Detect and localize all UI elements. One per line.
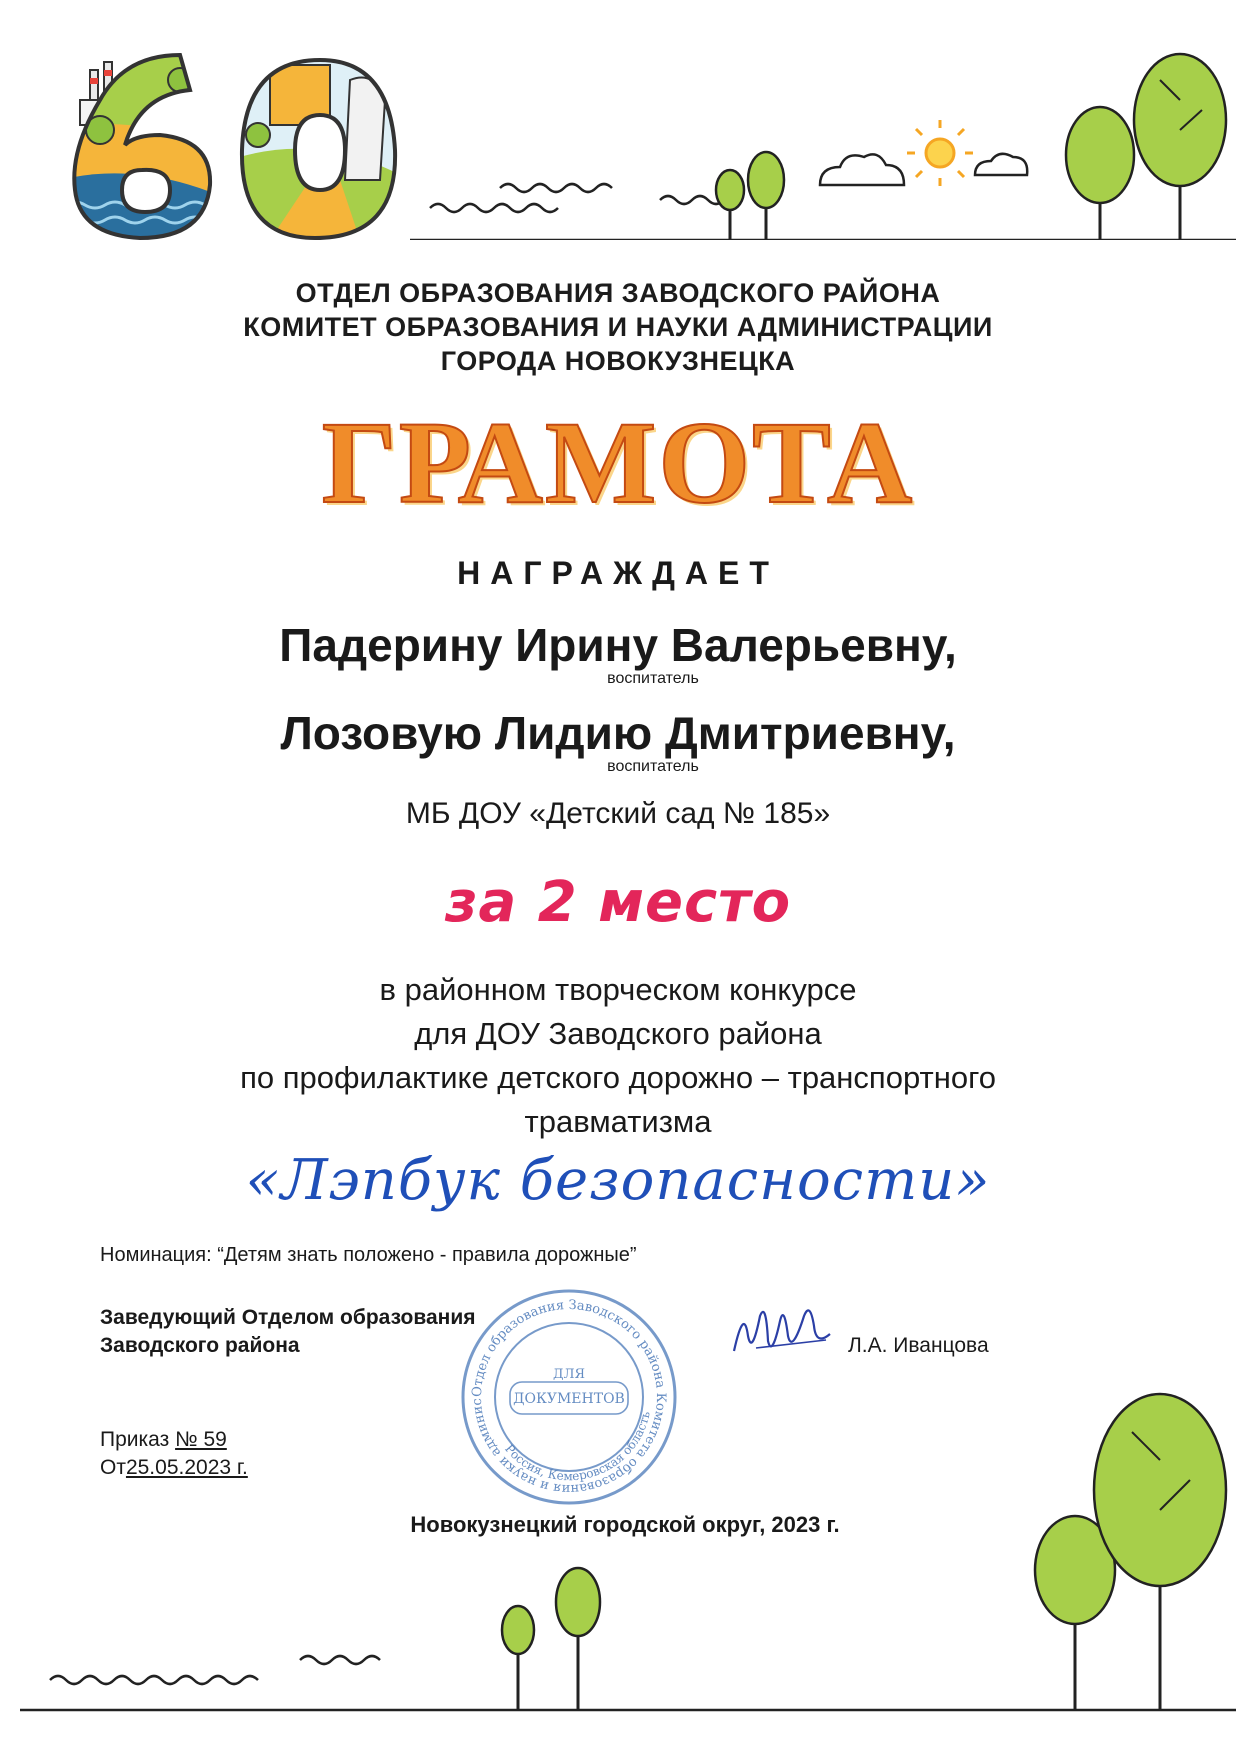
org-line-1: ОТДЕЛ ОБРАЗОВАНИЯ ЗАВОДСКОГО РАЙОНА bbox=[295, 278, 941, 308]
tree-icon bbox=[556, 1568, 600, 1710]
order-number: № 59 bbox=[175, 1428, 227, 1451]
recipient-role: воспитатель bbox=[607, 670, 699, 687]
contest-line-3: по профилактике детского дорожно – транспортного bbox=[240, 1060, 996, 1095]
contest-description bbox=[0, 968, 1236, 1144]
tree-icon bbox=[716, 170, 744, 240]
recipient-role: воспитатель bbox=[607, 758, 699, 775]
handwritten-signature bbox=[726, 1296, 836, 1371]
cloud-icon bbox=[975, 154, 1027, 175]
stamp-bottom-text: Россия, Кемеровская область bbox=[502, 1410, 653, 1484]
contest-line-4: травматизма bbox=[524, 1104, 712, 1139]
recipient-1 bbox=[100, 618, 1136, 688]
tree-icon bbox=[1035, 1516, 1115, 1710]
wave-icon bbox=[500, 184, 612, 192]
order-label: Приказ bbox=[100, 1428, 170, 1451]
stamp-center-line-1: ДЛЯ bbox=[553, 1367, 585, 1382]
stamp-outer-text: Отдел образования Заводского района Комитета образования и науки админис bbox=[469, 1297, 669, 1497]
recipient-2 bbox=[100, 706, 1136, 776]
signer-position bbox=[100, 1304, 476, 1360]
order-date-label: От bbox=[100, 1456, 126, 1479]
tree-icon bbox=[1066, 107, 1134, 240]
contest-line-2: для ДОУ Заводского района bbox=[414, 1016, 822, 1051]
bottom-landscape bbox=[0, 1380, 1236, 1752]
anniversary-number: 60 bbox=[40, 235, 42, 236]
tree-icon bbox=[502, 1606, 534, 1710]
certificate-title: ГРАМОТА bbox=[321, 397, 915, 528]
awards-verb: НАГРАЖДАЕТ bbox=[457, 555, 779, 591]
signer-name: Л.А. Иванцова bbox=[848, 1334, 989, 1357]
signer-position-line-1: Заведующий Отделом образования bbox=[100, 1306, 476, 1329]
recipient-name: Падерину Ирину Валерьевну, bbox=[279, 619, 957, 671]
cloud-icon bbox=[820, 154, 904, 185]
tree-icon bbox=[748, 152, 784, 240]
nomination: Номинация: “Детям знать положено - правила дорожные” bbox=[100, 1244, 637, 1266]
top-landscape bbox=[410, 40, 1236, 240]
place-award: за 2 место bbox=[444, 870, 792, 935]
sun-icon bbox=[907, 120, 973, 186]
organization-header bbox=[0, 276, 1236, 378]
project-title: «Лэпбук безопасности» bbox=[245, 1148, 991, 1213]
org-line-2: КОМИТЕТ ОБРАЗОВАНИЯ И НАУКИ АДМИНИСТРАЦИИ bbox=[243, 312, 993, 342]
order-date: 25.05.2023 г. bbox=[125, 1456, 248, 1479]
stamp-center-line-2: ДОКУМЕНТОВ bbox=[513, 1391, 625, 1407]
wave-icon bbox=[50, 1676, 258, 1684]
anniversary-logo bbox=[30, 40, 410, 240]
wave-icon bbox=[660, 196, 724, 204]
signer-position-line-2: Заводского района bbox=[100, 1334, 300, 1357]
tree-icon bbox=[1134, 54, 1226, 240]
institution: МБ ДОУ «Детский сад № 185» bbox=[405, 797, 831, 830]
wave-icon bbox=[300, 1656, 380, 1664]
org-line-3: ГОРОДА НОВОКУЗНЕЦКА bbox=[440, 346, 796, 376]
recipient-name: Лозовую Лидию Дмитриевну, bbox=[280, 707, 956, 759]
contest-line-1: в районном творческом конкурсе bbox=[379, 972, 857, 1007]
wave-icon bbox=[430, 204, 558, 212]
footer-text: Новокузнецкий городской округ, 2023 г. bbox=[410, 1512, 840, 1537]
tree-icon bbox=[1094, 1394, 1226, 1710]
